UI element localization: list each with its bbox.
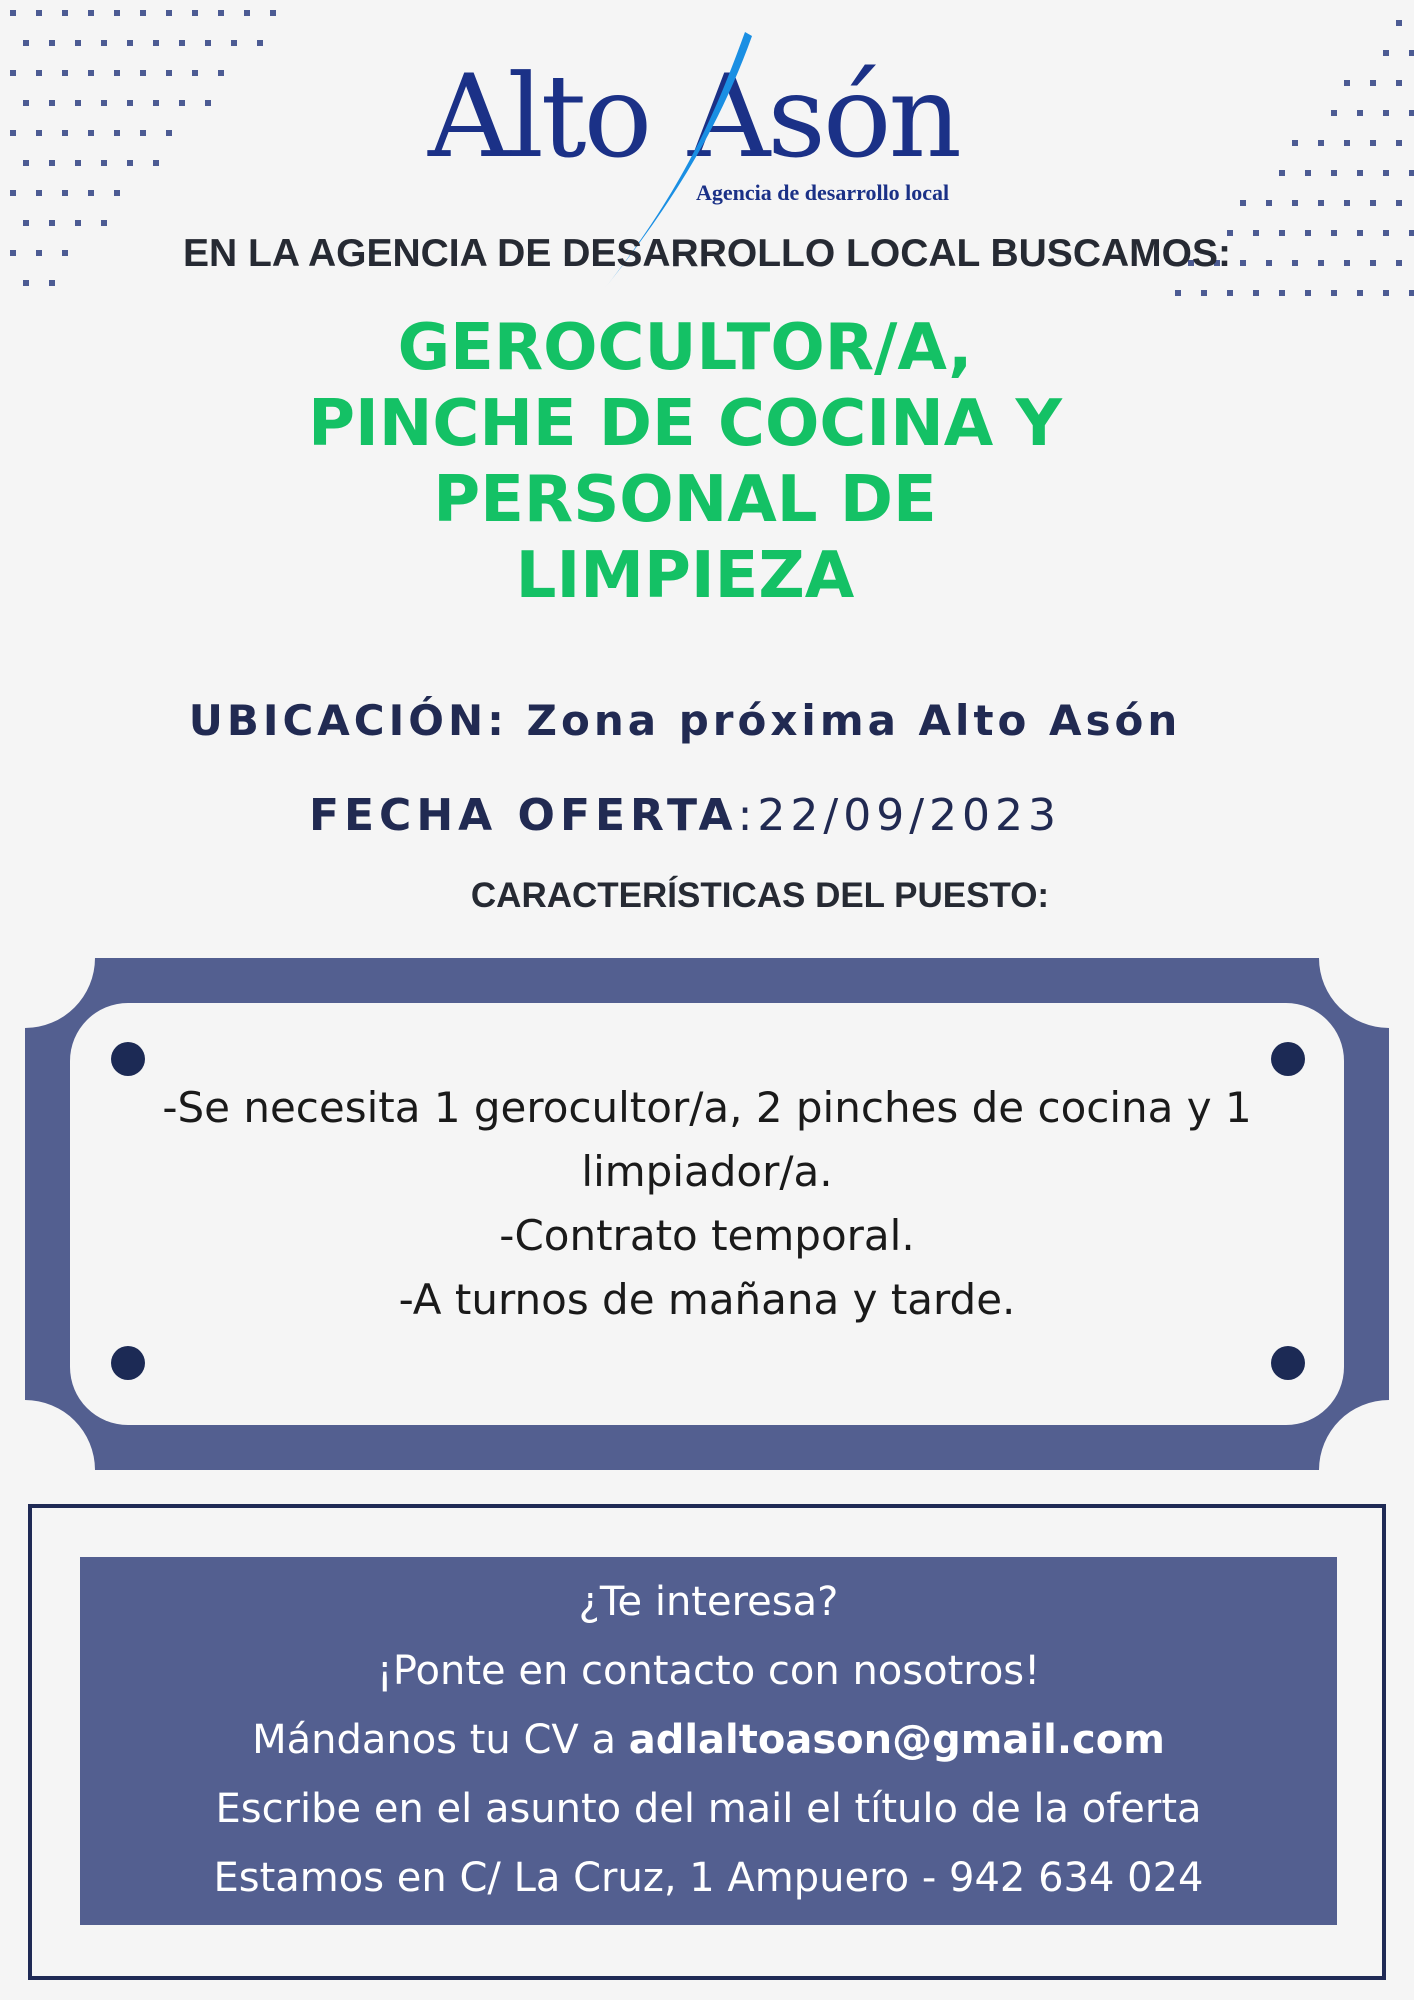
dot bbox=[192, 70, 198, 76]
dot bbox=[179, 100, 185, 106]
dot bbox=[231, 40, 237, 46]
dot bbox=[10, 10, 16, 16]
dot bbox=[205, 100, 211, 106]
location: UBICACIÓN: Zona próxima Alto Asón bbox=[188, 696, 1182, 745]
dot bbox=[192, 10, 198, 16]
dot bbox=[153, 40, 159, 46]
dot bbox=[1383, 110, 1389, 116]
dot bbox=[1318, 140, 1324, 146]
contact-info bbox=[80, 1568, 1337, 1913]
dot bbox=[166, 10, 172, 16]
dot bbox=[1383, 50, 1389, 56]
offer-date-value: :22/09/2023 bbox=[737, 790, 1062, 841]
dot bbox=[36, 10, 42, 16]
dot bbox=[75, 40, 81, 46]
dot bbox=[36, 190, 42, 196]
dot bbox=[140, 10, 146, 16]
offer-date bbox=[0, 790, 1370, 841]
dot bbox=[49, 40, 55, 46]
contact-email-line bbox=[80, 1706, 1337, 1775]
bolt-bottom-left bbox=[111, 1346, 145, 1380]
dot bbox=[101, 100, 107, 106]
dot bbox=[101, 160, 107, 166]
dot bbox=[257, 40, 263, 46]
dot bbox=[127, 100, 133, 106]
dot bbox=[1305, 290, 1311, 296]
dot bbox=[1331, 290, 1337, 296]
headline: EN LA AGENCIA DE DESARROLLO LOCAL BUSCAMOS: bbox=[183, 232, 1231, 275]
job-title-line: LIMPIEZA bbox=[515, 539, 855, 613]
dot bbox=[1409, 170, 1414, 176]
job-title bbox=[180, 310, 1190, 614]
dot bbox=[88, 130, 94, 136]
dot bbox=[88, 10, 94, 16]
dot bbox=[1409, 110, 1414, 116]
dot bbox=[62, 130, 68, 136]
characteristics-item: limpiador/a. bbox=[581, 1147, 833, 1196]
dot bbox=[114, 190, 120, 196]
dot bbox=[10, 70, 16, 76]
dot bbox=[1409, 50, 1414, 56]
dot bbox=[1344, 80, 1350, 86]
dot bbox=[1396, 140, 1402, 146]
job-title-line: PERSONAL DE bbox=[433, 463, 937, 537]
characteristics-list bbox=[80, 1076, 1334, 1332]
bolt-top-left bbox=[111, 1042, 145, 1076]
dot bbox=[36, 130, 42, 136]
dot bbox=[1305, 170, 1311, 176]
dot bbox=[1344, 140, 1350, 146]
dot bbox=[1240, 200, 1246, 206]
dot bbox=[166, 130, 172, 136]
dot bbox=[153, 160, 159, 166]
contact-question: ¿Te interesa? bbox=[578, 1579, 839, 1625]
contact-call-to-action: ¡Ponte en contacto con nosotros! bbox=[376, 1648, 1041, 1694]
dot bbox=[1279, 170, 1285, 176]
dot bbox=[179, 40, 185, 46]
dot bbox=[75, 100, 81, 106]
contact-subject-hint: Escribe en el asunto del mail el título de la oferta bbox=[215, 1786, 1202, 1832]
dot bbox=[75, 160, 81, 166]
dot bbox=[75, 220, 81, 226]
dot bbox=[62, 190, 68, 196]
dot bbox=[1201, 290, 1207, 296]
logo-word-alto: Alto bbox=[428, 50, 650, 183]
characteristics-heading: CARACTERÍSTICAS DEL PUESTO: bbox=[470, 876, 1050, 915]
dot bbox=[127, 40, 133, 46]
dot bbox=[1357, 170, 1363, 176]
dot bbox=[1344, 200, 1350, 206]
dot bbox=[114, 70, 120, 76]
dot bbox=[1370, 140, 1376, 146]
contact-email-prefix: Mándanos tu CV a bbox=[252, 1717, 629, 1763]
dot bbox=[140, 70, 146, 76]
dot bbox=[23, 40, 29, 46]
dot bbox=[1357, 110, 1363, 116]
dot bbox=[1331, 170, 1337, 176]
dot bbox=[1370, 80, 1376, 86]
dot bbox=[140, 130, 146, 136]
dot bbox=[88, 70, 94, 76]
characteristics-item: -Contrato temporal. bbox=[499, 1211, 915, 1260]
dot bbox=[218, 10, 224, 16]
dot bbox=[1292, 140, 1298, 146]
dot bbox=[49, 280, 55, 286]
dot bbox=[1175, 290, 1181, 296]
dot bbox=[1396, 20, 1402, 26]
dot bbox=[23, 280, 29, 286]
dot bbox=[1331, 110, 1337, 116]
dot bbox=[114, 10, 120, 16]
dot bbox=[1279, 290, 1285, 296]
logo-word-ason: Asón bbox=[688, 50, 959, 183]
dot bbox=[270, 10, 276, 16]
dot bbox=[23, 220, 29, 226]
contact-email-link[interactable]: adlaltoason@gmail.com bbox=[628, 1717, 1165, 1763]
job-title-line: PINCHE DE COCINA Y bbox=[308, 387, 1062, 461]
contact-address: Estamos en C/ La Cruz, 1 Ampuero - 942 634 024 bbox=[213, 1855, 1204, 1901]
dot bbox=[1396, 200, 1402, 206]
dot bbox=[1227, 290, 1233, 296]
dot bbox=[101, 40, 107, 46]
bolt-bottom-right bbox=[1271, 1346, 1305, 1380]
dot bbox=[205, 40, 211, 46]
dot bbox=[36, 70, 42, 76]
dot bbox=[1318, 200, 1324, 206]
dot bbox=[1409, 290, 1414, 296]
dot bbox=[101, 220, 107, 226]
dot bbox=[127, 160, 133, 166]
dot bbox=[23, 160, 29, 166]
dot bbox=[62, 70, 68, 76]
job-title-line: GEROCULTOR/A, bbox=[397, 311, 973, 385]
dot bbox=[244, 10, 250, 16]
dot bbox=[153, 100, 159, 106]
dot bbox=[1383, 290, 1389, 296]
dot bbox=[1253, 290, 1259, 296]
dot bbox=[218, 70, 224, 76]
dot bbox=[23, 100, 29, 106]
logo-tagline: Agencia de desarrollo local bbox=[696, 180, 950, 205]
dot bbox=[166, 70, 172, 76]
dot bbox=[1383, 170, 1389, 176]
dot bbox=[1266, 200, 1272, 206]
offer-date-label: FECHA OFERTA bbox=[308, 790, 738, 841]
dot bbox=[62, 10, 68, 16]
dot bbox=[10, 130, 16, 136]
bolt-top-right bbox=[1271, 1042, 1305, 1076]
dot bbox=[88, 190, 94, 196]
dot bbox=[49, 220, 55, 226]
characteristics-item: -Se necesita 1 gerocultor/a, 2 pinches de cocina y 1 bbox=[162, 1083, 1252, 1132]
dot bbox=[10, 190, 16, 196]
dot bbox=[1357, 290, 1363, 296]
dot bbox=[1396, 80, 1402, 86]
dot bbox=[49, 160, 55, 166]
characteristics-item: -A turnos de mañana y tarde. bbox=[398, 1275, 1016, 1324]
dot bbox=[1370, 200, 1376, 206]
dot bbox=[49, 100, 55, 106]
dot bbox=[114, 130, 120, 136]
dot bbox=[1292, 200, 1298, 206]
